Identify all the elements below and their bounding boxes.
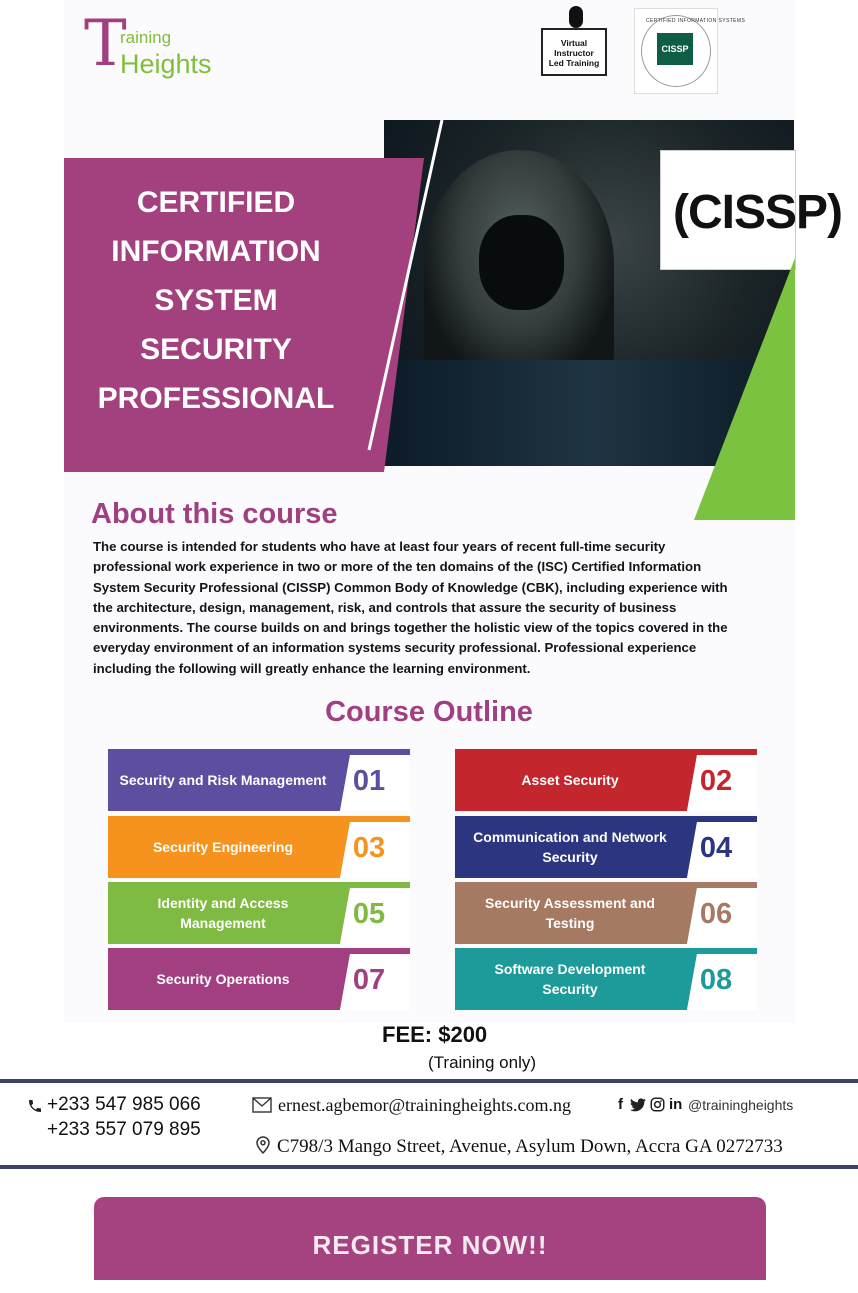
card-number: 03 [352, 832, 386, 864]
divider-bottom [0, 1165, 858, 1169]
fee-amount: FEE: $200 [382, 1022, 488, 1047]
card-label: Software Development Security [494, 961, 646, 997]
training-heights-logo [84, 7, 234, 84]
card-label: Security Operations [156, 971, 290, 987]
logo-word-training: raining [120, 28, 172, 47]
card-number: 07 [352, 964, 386, 996]
title-line: PROFESSIONAL [97, 382, 335, 415]
phone-icon [27, 1098, 43, 1114]
instagram-icon[interactable] [650, 1097, 665, 1112]
phone-2-link[interactable]: +233 557 079 895 [47, 1119, 201, 1140]
outline-heading: Course Outline [325, 696, 533, 728]
vilt-line: Virtual [560, 38, 588, 48]
divider-top [0, 1079, 858, 1083]
outline-card [455, 882, 757, 944]
vilt-line: Led Training [548, 58, 600, 68]
card-label: Asset Security [521, 772, 619, 788]
phone-1-link[interactable]: +233 547 985 066 [47, 1094, 201, 1115]
register-now-button[interactable]: REGISTER NOW!! [94, 1197, 766, 1280]
card-number: 06 [699, 898, 733, 930]
title-line: SYSTEM [154, 284, 278, 317]
card-label: Identity and Access Management [157, 895, 289, 931]
about-heading: About this course [91, 498, 338, 530]
logo-word-heights: Heights [120, 49, 212, 79]
hero-banner [64, 120, 843, 520]
social-handle[interactable]: @trainingheights [688, 1097, 794, 1113]
title-line: SECURITY [140, 333, 292, 366]
twitter-icon[interactable] [630, 1098, 646, 1112]
outline-card [108, 749, 410, 811]
card-label: Communication and Network Security [473, 829, 667, 865]
cissp-badge-text: (CISSP) [673, 186, 843, 239]
location-pin-icon [256, 1136, 270, 1154]
outline-card [455, 816, 757, 878]
email-link[interactable]: ernest.agbemor@trainingheights.com.ng [278, 1095, 572, 1115]
address-text: C798/3 Mango Street, Avenue, Asylum Down, Accra GA 0272733 [277, 1136, 783, 1157]
outline-card [108, 948, 410, 1010]
fee-note: (Training only) [428, 1053, 537, 1072]
card-label: Security and Risk Management [119, 772, 327, 788]
facebook-icon[interactable]: f [618, 1096, 623, 1113]
course-title [78, 178, 354, 423]
vilt-badge [541, 28, 607, 76]
card-number: 05 [352, 898, 386, 930]
linkedin-icon[interactable]: in [669, 1096, 683, 1113]
outline-card [108, 816, 410, 878]
title-line: CERTIFIED [136, 186, 296, 219]
cissp-seal [634, 8, 746, 94]
seal-inner: CISSP [657, 33, 693, 65]
seal-ring-text: CERTIFIED INFORMATION SYSTEMS [646, 18, 746, 24]
outline-card [108, 882, 410, 944]
card-number: 02 [699, 765, 733, 797]
card-label: Security Assessment and Testing [485, 895, 655, 931]
outline-card [455, 948, 757, 1010]
card-label: Security Engineering [152, 839, 294, 855]
about-text: The course is intended for students who have at least four years of recent full-time security professional work experience in two or more of the ten domains of the (ISC) Certified Information System Security Professional (CISSP) Common Body of Knowledge (CBK), including experience with the architecture, design, management, risk, and controls that assure the security of business environments. The course builds on and brings together the holistic view of the topics covered in the everyday environment of an information systems security professional. Professional experience including the following will greatly enhance the learning environment. [93, 539, 728, 676]
logo-initial: T [84, 7, 127, 81]
card-number: 04 [699, 832, 733, 864]
card-number: 01 [352, 765, 386, 797]
microphone-icon [569, 6, 583, 28]
email-icon [252, 1097, 272, 1113]
vilt-line: Instructor [554, 48, 594, 58]
title-line: INFORMATION [111, 235, 321, 268]
card-number: 08 [699, 964, 733, 996]
outline-card [455, 749, 757, 811]
